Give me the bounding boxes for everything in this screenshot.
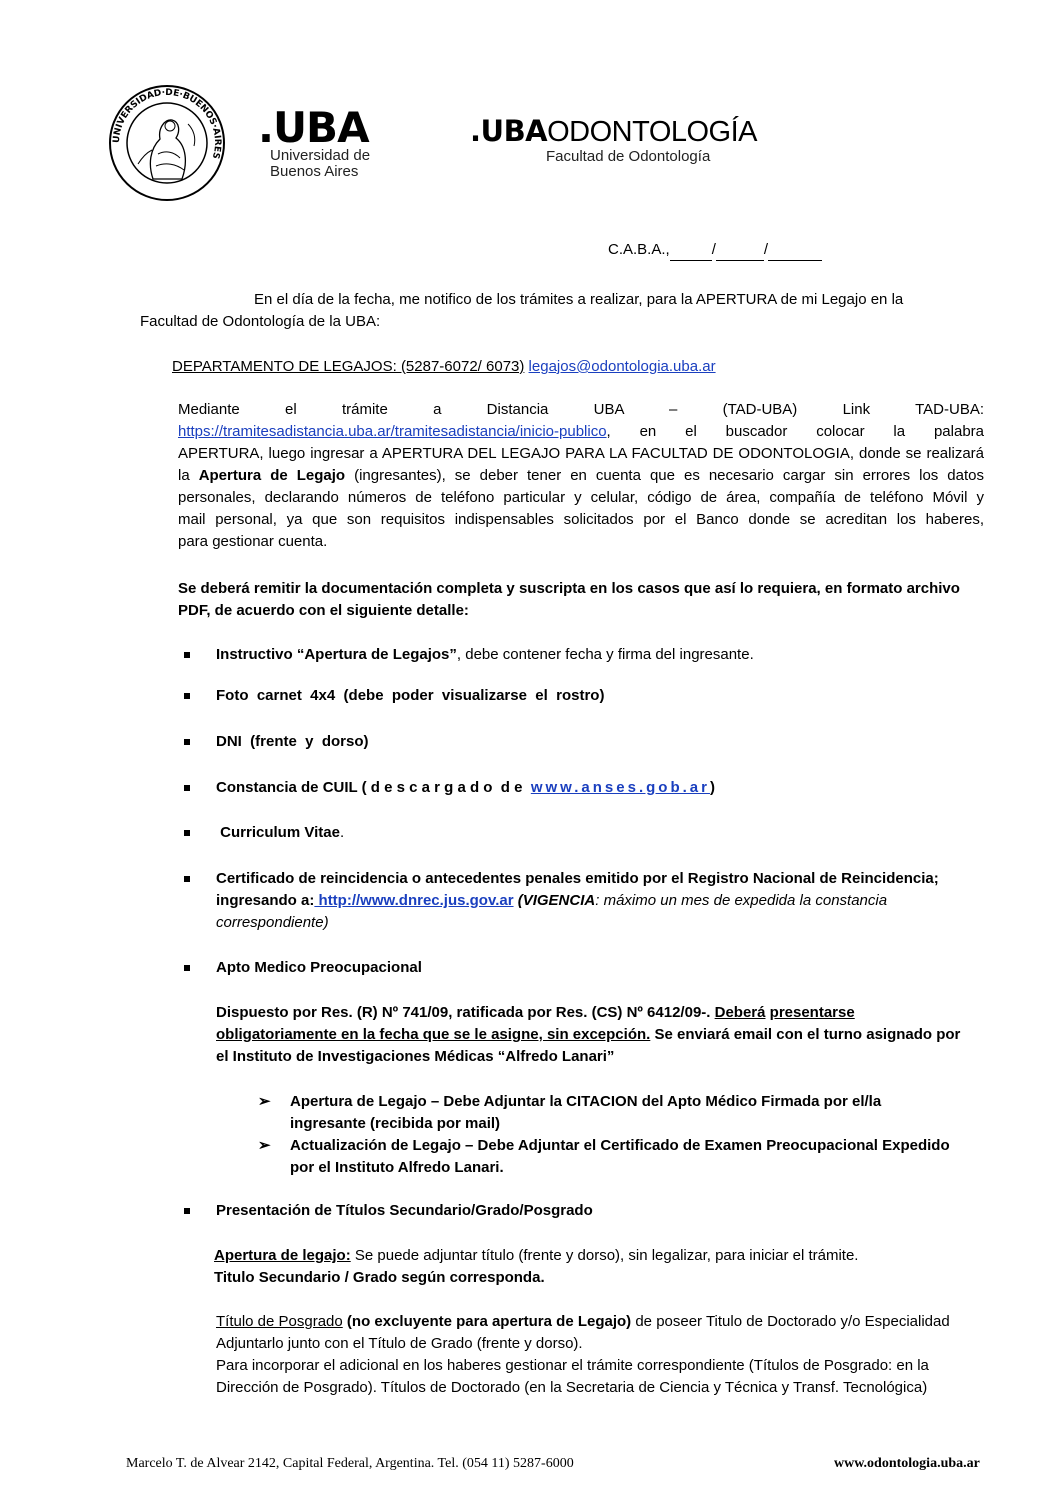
tad-paragraph [178,399,984,553]
month-blank[interactable] [716,244,764,261]
intro-line1: En el día de la fecha, me notifico de los trámites a realizar, para la APERTURA de mi Legajo en la [254,291,904,308]
anses-link[interactable]: www.anses.gob.ar [530,779,710,796]
bullet-icon [184,693,190,699]
tad-line4-rest: (ingresantes), se deber tener en cuenta que es necesario cargar sin errores los datos [345,467,984,484]
arrow2-line1: Actualización de Legajo – Debe Adjuntar el Certificado de Examen Preocupacional Expedido [290,1137,950,1154]
date-separator: / [711,241,716,258]
date-separator: / [763,241,769,258]
instructivo-bold: Instructivo “Apertura de Legajos” [216,646,457,663]
remit-paragraph [178,578,984,622]
year-blank[interactable] [768,244,822,261]
tad-line6: mail personal, ya que son requisitos indispensables solicitados por el Banco donde se acreditan los haberes, [178,511,984,528]
odon-logo-sub: Facultad de Odontología [546,148,711,165]
bullet-icon [184,965,190,971]
intro-paragraph [140,289,960,333]
cuil-pre: Constancia de CUIL [216,779,362,796]
odon-logo-rest: ODONTOLOGÍA [547,116,758,148]
dni-text: DNI (frente y dorso) [216,733,369,750]
department-email-link[interactable]: legajos@odontologia.uba.ar [528,358,716,375]
posgrado-bold: (no excluyente para apertura de Legajo) [342,1313,632,1330]
caba-label: C.A.B.A., [608,241,670,258]
cert-vigencia: (VIGENCIA [513,892,596,909]
titulos-apertura-block [214,1245,984,1289]
bullet-icon [184,652,190,658]
posgrado-line2: Adjuntarlo junto con el Título de Grado (frente y dorso). [216,1335,583,1352]
arrow-item-apertura [258,1091,978,1135]
cv-text: Curriculum Vitae [216,824,340,841]
footer-address: Marcelo T. de Alvear 2142, Capital Federal, Argentina. Tel. (054 11) 5287-6000 [126,1456,574,1471]
university-seal-logo [108,84,226,202]
tad-line1: Mediante el trámite a Distancia UBA – (TAD-UBA) Link TAD-UBA: [178,401,984,418]
day-blank[interactable] [670,244,712,261]
footer-website: www.odontologia.uba.ar [834,1456,980,1471]
uba-logo-line2: Buenos Aires [270,163,359,180]
bullet-icon [184,1208,190,1214]
remit-line2: PDF, de acuerdo con el siguiente detalle: [178,602,469,619]
cv-dot: . [339,824,345,841]
bullet-icon [184,739,190,745]
tad-line2-rest: , en el buscador colocar la palabra [606,423,984,440]
cert-line2-pre: ingresando a: [216,892,315,909]
arrow1-line2: ingresante (recibida por mail) [290,1115,501,1132]
apto-line2-underlined: obligatoriamente en la fecha que se le asigne, sin excepción. [216,1026,651,1043]
apto-block [216,1002,986,1068]
apto-text: Apto Medico Preocupacional [216,959,422,976]
dnrec-link[interactable]: http://www.dnrec.jus.gov.ar [314,892,514,909]
posgrado-line4: Dirección de Posgrado). Títulos de Doctorado (en la Secretaria de Ciencia y Técnica y Transf. Tecnológica) [216,1379,928,1396]
cert-line1: Certificado de reincidencia o antecedentes penales emitido por el Registro Nacional de Reincidencia; [216,870,939,887]
bullet-icon [184,876,190,882]
svg-text:UNIVERSIDAD·DE·BUENOS·AIRES [112,88,222,160]
posgrado-rest: de poseer Titulo de Doctorado y/o Especialidad [631,1313,950,1330]
cert-vigencia-rest: : máximo un mes de expedida la constancia [595,892,888,909]
date-line [608,239,822,261]
intro-line2: Facultad de Odontología de la UBA: [140,313,381,330]
uba-logo [258,103,371,180]
titulo-secundario: Titulo Secundario / Grado según corresponda. [214,1269,545,1286]
uba-logo-mark: .UBA [258,103,369,152]
uba-odontologia-logo [470,116,757,165]
department-line [172,356,716,378]
apto-presentarse: presentarse [769,1004,855,1021]
uba-logo-line1: Universidad de [270,147,371,164]
arrow1-line1: Apertura de Legajo – Debe Adjuntar la CITACION del Apto Médico Firmada por el/la [290,1093,882,1110]
tad-line4-pre: la [178,467,199,484]
posgrado-label: Título de Posgrado [216,1313,343,1330]
odon-logo-bold: .UBA [470,114,548,148]
tad-line3: APERTURA, luego ingresar a APERTURA DEL LEGAJO PARA LA FACULTAD DE ODONTOLOGIA, donde se realizará [178,445,984,462]
tad-line7: para gestionar cuenta. [178,533,328,550]
apertura-legajo-label: Apertura de legajo: [214,1247,351,1264]
cuil-paren: ( d e s c a r g a d o d e [361,779,531,796]
titulos-text: Presentación de Títulos Secundario/Grado/Posgrado [216,1202,593,1219]
bullet-icon [184,830,190,836]
arrow2-line2: por el Instituto Alfredo Lanari. [290,1159,504,1176]
tad-link[interactable]: https://tramitesadistancia.uba.ar/tramitesadistancia/inicio-publico [178,423,607,440]
cuil-close: ) [709,779,715,796]
tad-line5: personales, declarando números de teléfono particular y celular, código de área, compañía de teléfono Móvil y [178,489,984,506]
seal-ring-text: UNIVERSIDAD·DE·BUENOS·AIRES [111,87,223,160]
apto-line3: el Instituto de Investigaciones Médicas “Alfredo Lanari” [216,1048,615,1065]
department-label: DEPARTAMENTO DE LEGAJOS: (5287-6072/ 6073) [172,358,525,375]
foto-text: Foto carnet 4x4 (debe poder visualizarse el rostro) [216,687,605,704]
remit-line1: Se deberá remitir la documentación completa y suscripta en los casos que así lo requiera, en formato archivo [178,580,960,597]
cert-line3: correspondiente) [216,914,329,931]
arrow-bullet-icon: ➢ [258,1093,271,1110]
apertura-legajo-bold: Apertura de Legajo [198,467,346,484]
arrow-bullet-icon: ➢ [258,1137,271,1154]
titulos-posgrado-block [216,1311,986,1399]
apto-debera: Deberá [714,1004,766,1021]
apto-line2-rest: Se enviará email con el turno asignado por [650,1026,961,1043]
instructivo-rest: , debe contener fecha y firma del ingresante. [456,646,754,663]
arrow-item-actualizacion [258,1135,978,1179]
bullet-icon [184,785,190,791]
apertura-legajo-rest: Se puede adjuntar título (frente y dorso), sin legalizar, para iniciar el trámite. [350,1247,859,1264]
apto-line1-pre: Dispuesto por Res. (R) Nº 741/09, ratificada por Res. (CS) Nº 6412/09-. [216,1004,715,1021]
posgrado-line3: Para incorporar el adicional en los haberes gestionar el trámite correspondiente (Títulos de Posgrado: en la [216,1357,929,1374]
